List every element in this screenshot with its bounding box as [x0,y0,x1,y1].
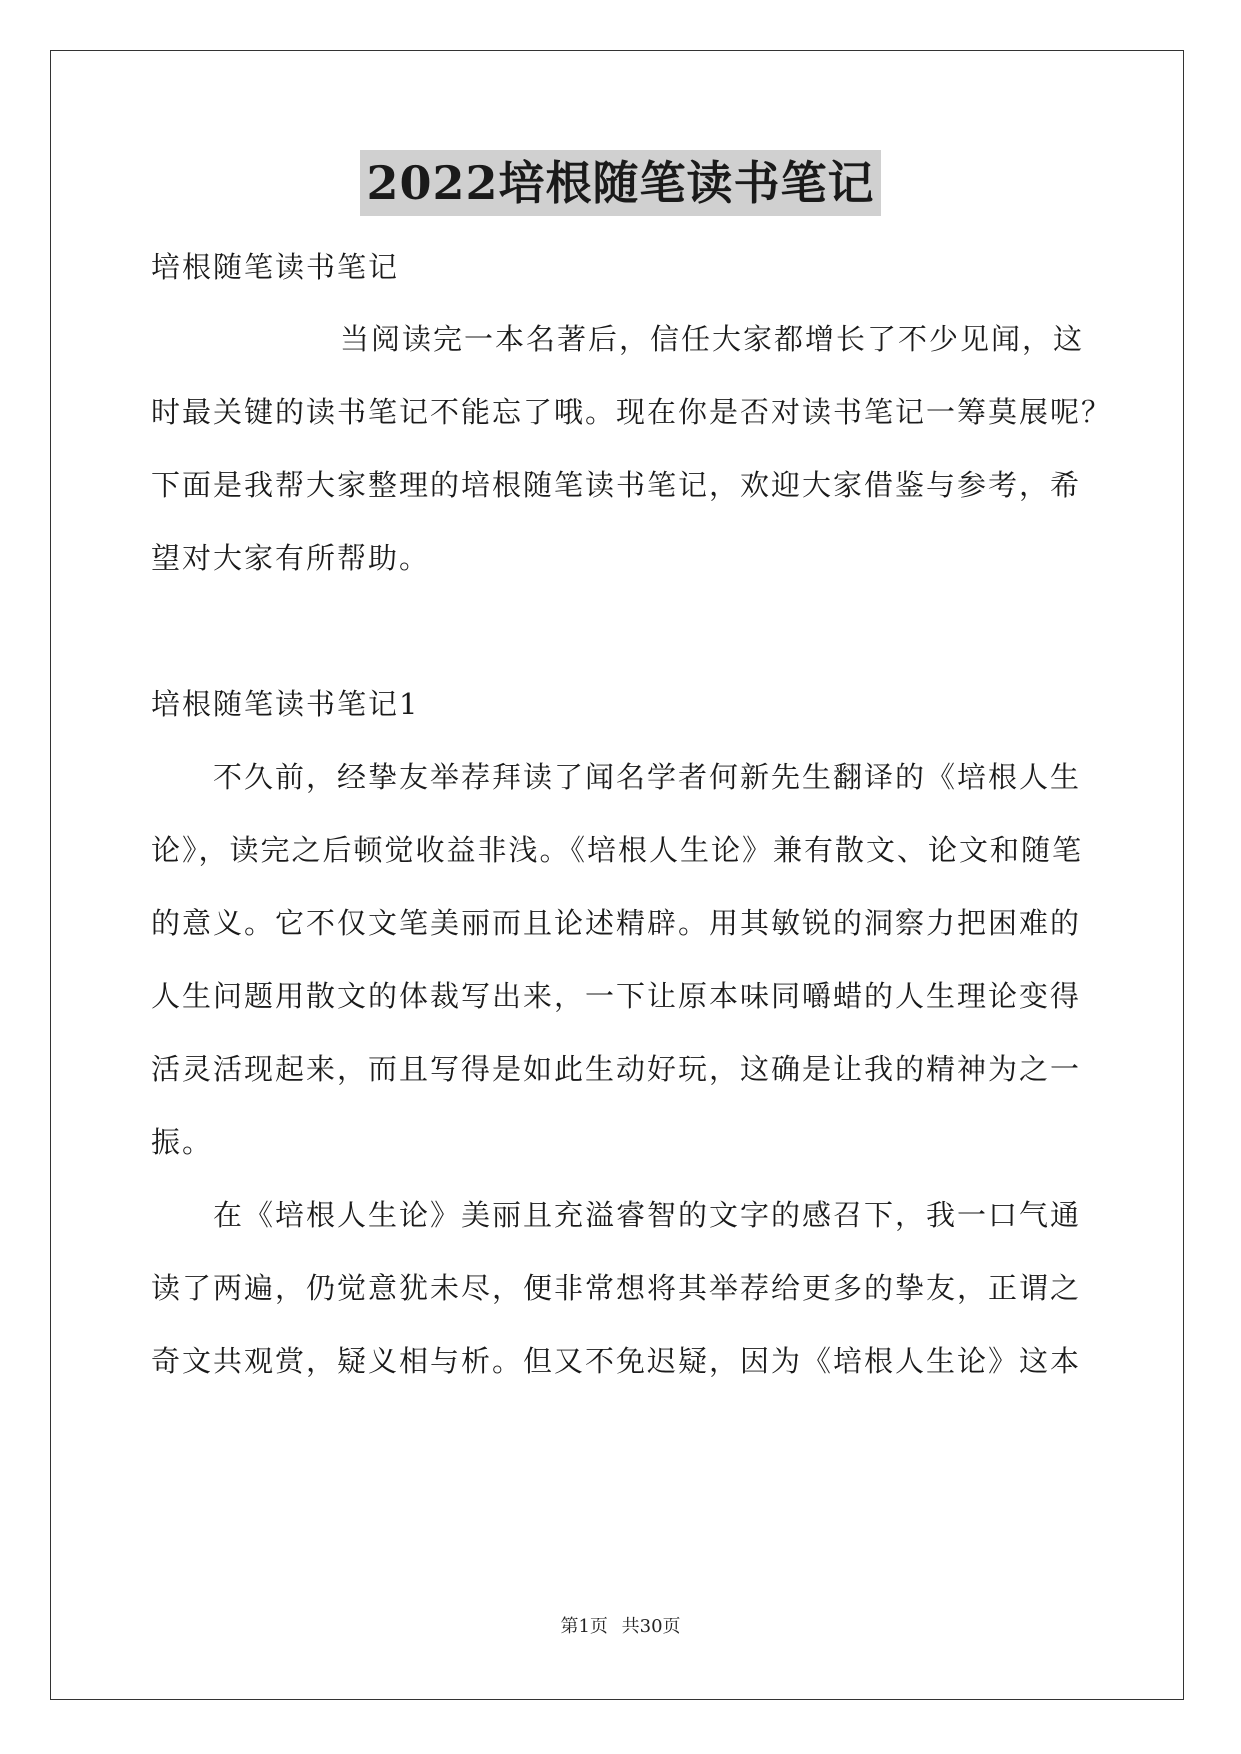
paragraph-line: 振。 [151,1125,214,1159]
paragraph-line: 奇文共观赏，疑义相与析。但又不免迟疑，因为《培根人生论》这本 [151,1344,1082,1378]
paragraph-line: 论》，读完之后顿觉收益非浅。《培根人生论》兼有散文、论文和随笔 [151,833,1084,867]
paragraph-line: 读了两遍，仍觉意犹未尽，便非常想将其举荐给更多的挚友，正谓之 [151,1271,1082,1305]
document-heading: 培根随笔读书笔记 [151,250,400,284]
intro-line: 下面是我帮大家整理的培根随笔读书笔记，欢迎大家借鉴与参考，希 [151,468,1082,502]
page-total: 共30页 [621,1616,681,1637]
page-footer [0,1612,1241,1638]
intro-line: 时最关键的读书笔记不能忘了哦。现在你是否对读书笔记一筹莫展呢？ [151,395,1113,429]
intro-line: 望对大家有所帮助。 [151,541,431,575]
paragraph-line: 活灵活现起来，而且写得是如此生动好玩，这确是让我的精神为之一 [151,1052,1082,1086]
section-title: 培根随笔读书笔记1 [151,687,420,721]
paragraph-line: 在《培根人生论》美丽且充溢睿智的文字的感召下，我一口气通 [213,1198,1082,1232]
title-wrap [0,150,1241,216]
page-border [50,50,1184,1700]
paragraph-line: 人生问题用散文的体裁写出来，一下让原本味同嚼蜡的人生理论变得 [151,979,1082,1013]
paragraph-line: 的意义。它不仅文笔美丽而且论述精辟。用其敏锐的洞察力把困难的 [151,906,1082,940]
page-number: 第1页 [560,1616,608,1637]
intro-line: 当阅读完一本名著后，信任大家都增长了不少见闻，这 [340,322,1085,356]
paragraph-line: 不久前，经挚友举荐拜读了闻名学者何新先生翻译的《培根人生 [213,760,1082,794]
document-title: 2022培根随笔读书笔记 [360,150,880,216]
